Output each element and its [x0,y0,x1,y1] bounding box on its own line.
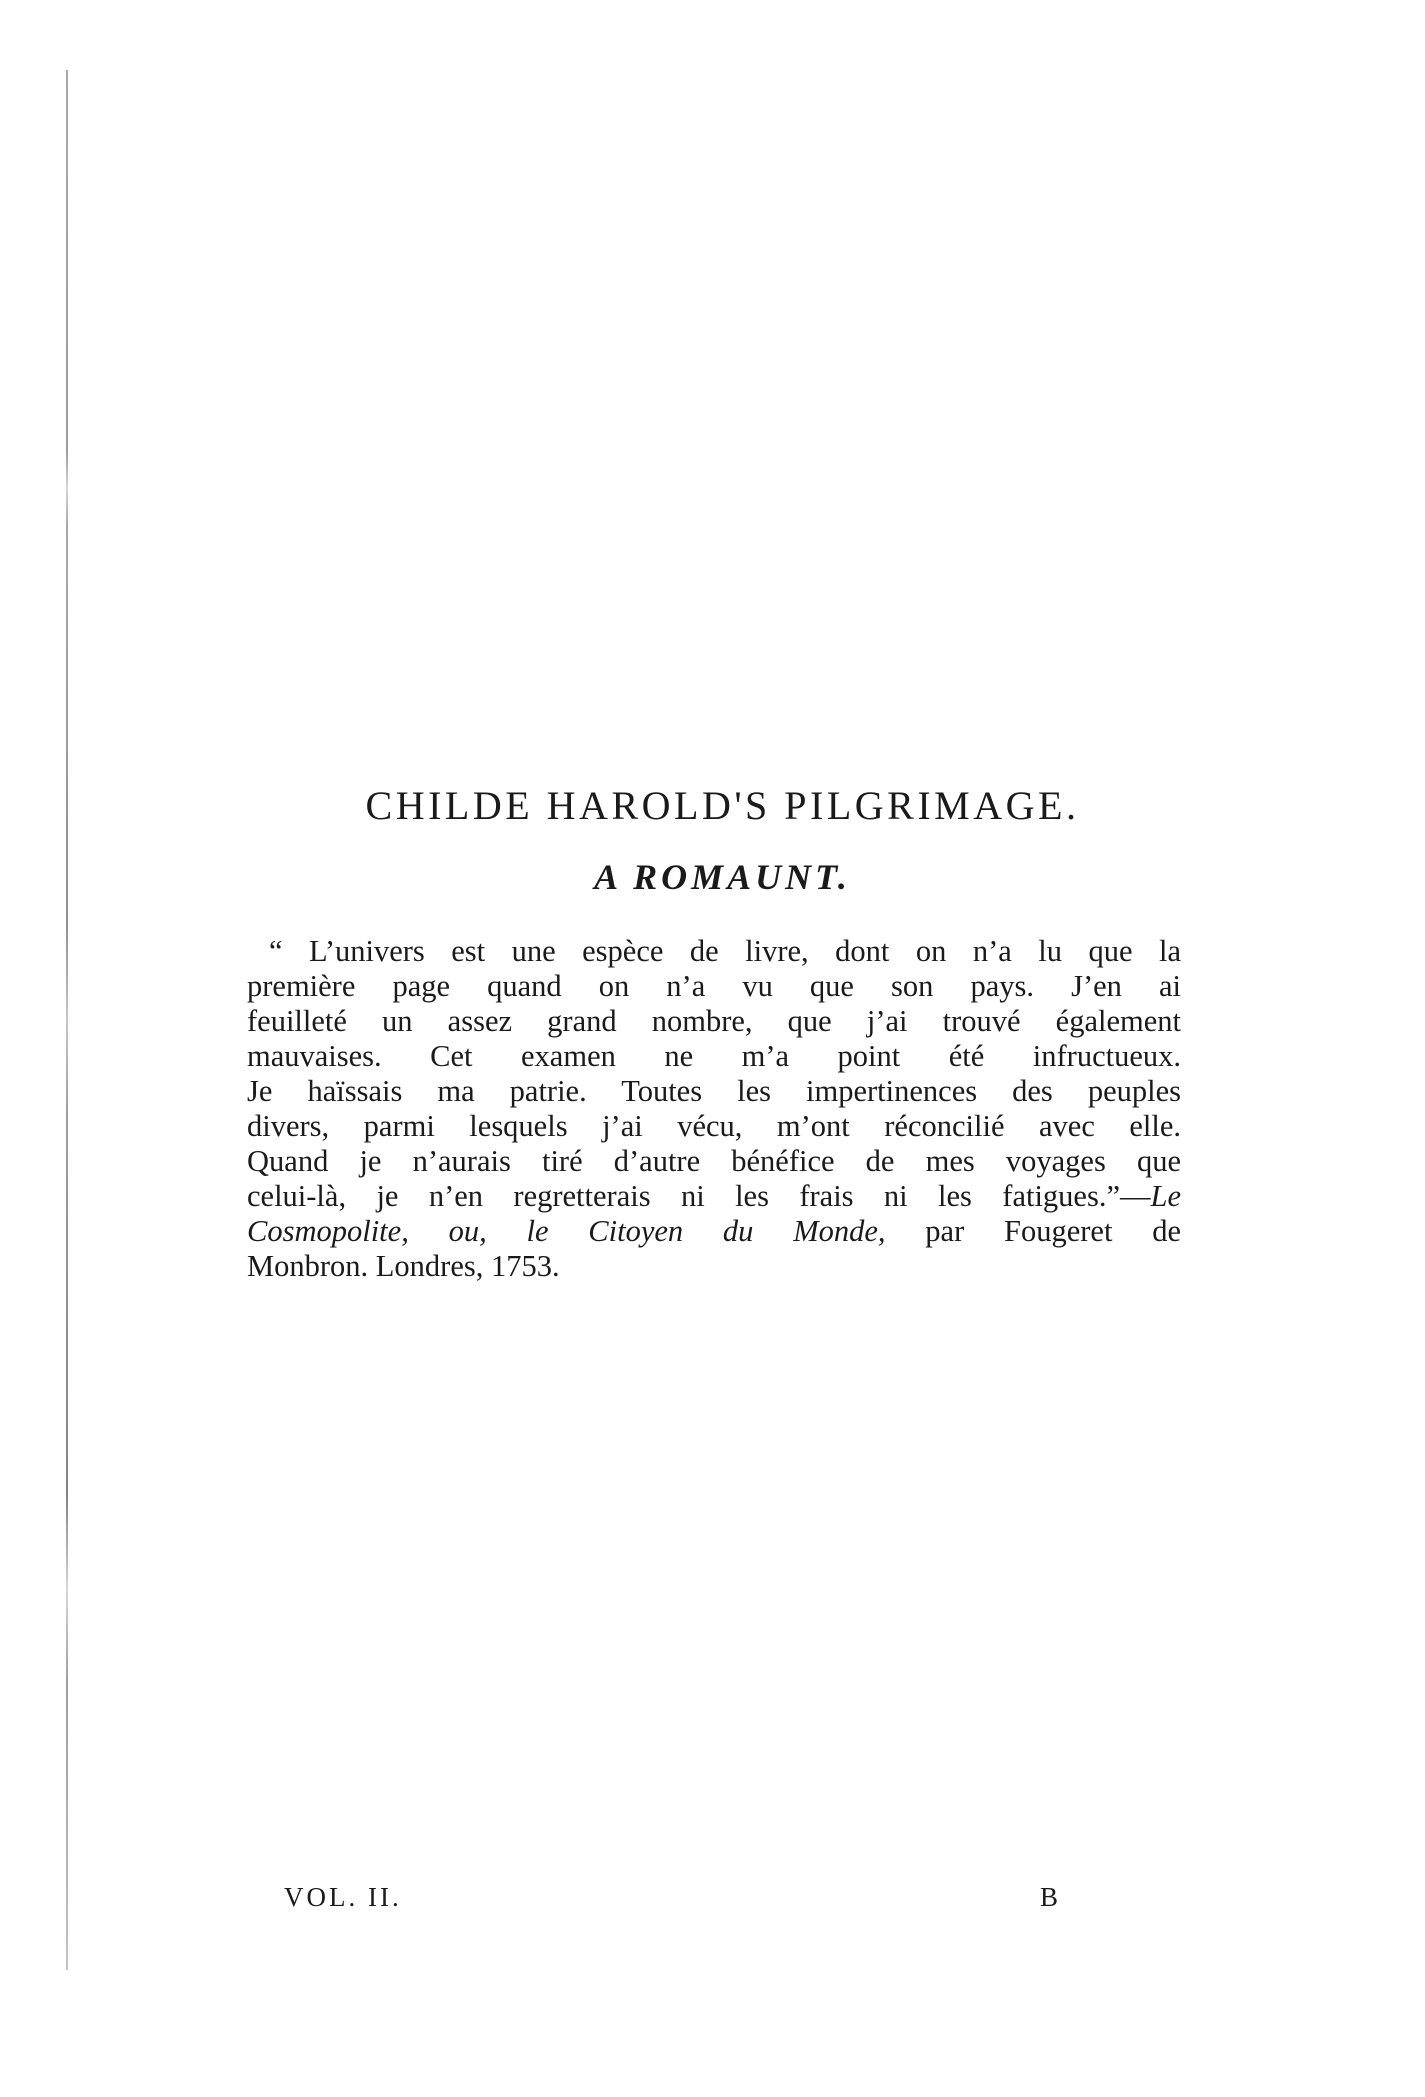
citation-title: Cosmopolite, ou, le Citoyen du Monde, [247,1214,886,1248]
page-subtitle: A ROMAUNT. [594,857,851,897]
citation-line [247,1214,1181,1249]
epigraph-line: mauvaises. Cet examen ne m’a point été infructueux. [247,1039,1181,1073]
epigraph-line-with-citation [247,1179,1181,1214]
scan-edge-line [66,70,68,1970]
epigraph-line: divers, parmi lesquels j’ai vécu, m’ont réconcilié avec elle. [247,1109,1181,1143]
signature-mark: B [1040,1882,1059,1912]
epigraph-line: Je haïssais ma patrie. Toutes les impertinences des peuples [247,1074,1181,1108]
citation-italic: Le [1150,1179,1181,1213]
epigraph-line: celui-là, je n’en regretterais ni les frais ni les fatigues.”— [247,1179,1151,1213]
volume-label: VOL. II. [284,1882,402,1912]
epigraph-line: première page quand on n’a vu que son pays. J’en ai [247,969,1181,1003]
epigraph-line: feuilleté un assez grand nombre, que j’ai trouvé également [247,1004,1181,1038]
epigraph-line: “ L’univers est une espèce de livre, dont on n’a lu que la [269,934,1181,968]
page-title: CHILDE HAROLD'S PILGRIMAGE. [365,783,1080,828]
epigraph [247,934,1181,1284]
epigraph-line: Quand je n’aurais tiré d’autre bénéfice de mes voyages que [247,1144,1181,1178]
citation-author: par Fougeret de [925,1214,1181,1248]
epigraph-line: Monbron. Londres, 1753. [247,1249,560,1283]
